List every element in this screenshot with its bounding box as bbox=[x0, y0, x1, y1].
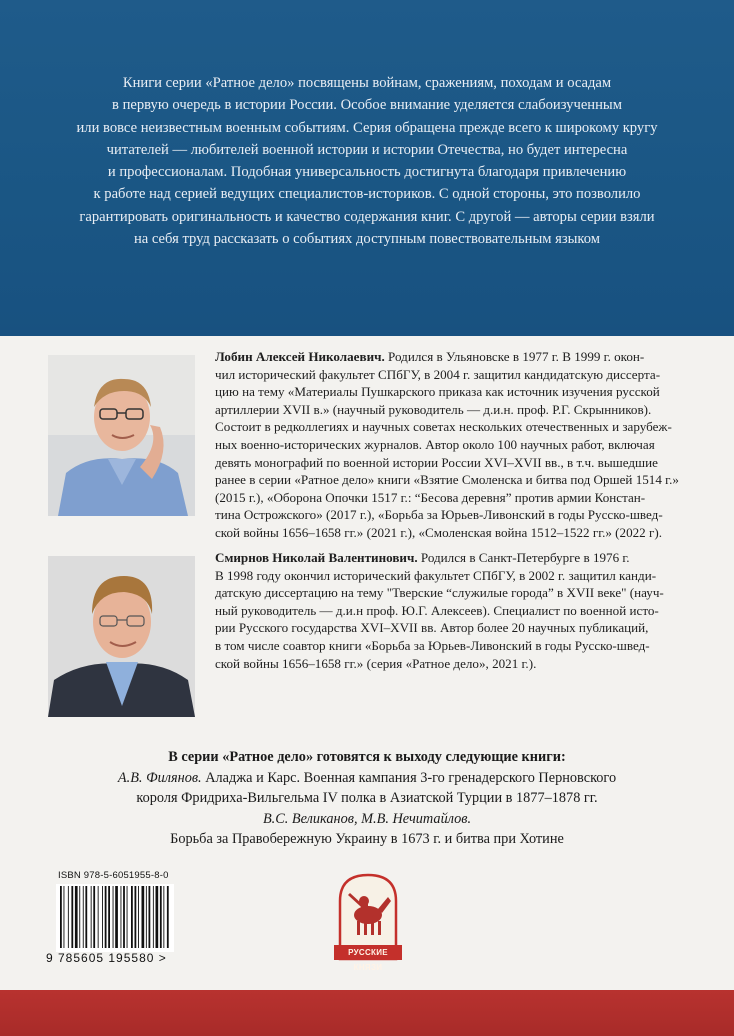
bio-first-line: Родился в Санкт-Петербурге в 1976 г. bbox=[417, 550, 630, 565]
bio-line: (2015 г.), «Оборона Опочки 1517 г.: “Бесова деревня” против армии Констан- bbox=[215, 489, 646, 505]
bio-line bbox=[215, 549, 691, 567]
book-2-authors: В.С. Великанов, М.В. Нечитайлов. bbox=[262, 810, 472, 827]
barcode-bar bbox=[115, 886, 118, 948]
barcode bbox=[56, 884, 174, 952]
barcode-bar bbox=[68, 886, 69, 948]
barcode-bar bbox=[85, 886, 87, 948]
barcode-bar bbox=[167, 886, 169, 948]
bio-line: рии Русского государства XVI–XVII вв. Автор более 20 научных публикаций, bbox=[215, 620, 649, 636]
barcode-bar bbox=[131, 886, 133, 948]
barcode-bar bbox=[91, 886, 92, 948]
bottom-color-band bbox=[0, 990, 734, 1036]
barcode-bar bbox=[163, 886, 164, 948]
barcode-bar bbox=[113, 886, 114, 948]
bio-line bbox=[215, 348, 691, 366]
bio-line: девять монографий по военной истории России XVI–XVII вв., в т.ч. вышедшие bbox=[215, 454, 658, 470]
bio-line: ранее в серии «Ратное дело» книги «Взятие Смоленска и битва под Оршей 1514 г.» bbox=[215, 472, 679, 488]
upcoming-heading: В серии «Ратное дело» готовятся к выходу следующие книги: bbox=[168, 749, 566, 765]
bio-line: цию на тему «Материалы Пушкарского приказа как источник изучения русской bbox=[215, 384, 660, 400]
barcode-bar bbox=[123, 886, 125, 948]
barcode-digits: 9 785605 195580 > bbox=[46, 951, 167, 965]
barcode-bar bbox=[108, 886, 110, 948]
isbn-label: ISBN 978-5-6051955-8-0 bbox=[58, 870, 169, 881]
bio-line: ской войны 1656–1658 гг.» (серия «Ратное дело», 2021 г.). bbox=[215, 655, 537, 671]
author-name: Смирнов Николай Валентинович. bbox=[215, 550, 418, 565]
barcode-bar bbox=[160, 886, 162, 948]
barcode-bar bbox=[142, 886, 145, 948]
barcode-bar bbox=[64, 886, 65, 948]
barcode-bar bbox=[121, 886, 122, 948]
barcode-bar bbox=[138, 886, 139, 948]
bio-line: Состоит в редколлегиях и научных советах нескольких отечественных и зарубеж- bbox=[215, 419, 672, 435]
bio-line: В 1998 году окончил исторический факультет СПбГУ, в 2002 г. защитил канди- bbox=[215, 567, 657, 583]
bio-line: ных военно-исторических журналов. Автор около 100 научных работ, включая bbox=[215, 436, 655, 452]
barcode-bar bbox=[102, 886, 103, 948]
bio-line: тина Острожского» (2017 г.), «Борьба за Юрьев-Ливонский в годы Русско-швед- bbox=[215, 507, 663, 523]
book-1-author: А.В. Филянов. bbox=[117, 769, 202, 786]
bio-line: датскую диссертацию на тему "Тверские “служилые города” в XVII веке" (науч- bbox=[215, 585, 664, 601]
barcode-bar bbox=[149, 886, 151, 948]
barcode-bar bbox=[71, 886, 73, 948]
barcode-bar bbox=[156, 886, 159, 948]
portrait-lobin-illustration bbox=[48, 355, 195, 516]
barcode-bar bbox=[79, 886, 80, 948]
barcode-bars bbox=[56, 884, 174, 952]
author-photo-lobin bbox=[48, 355, 195, 516]
bio-line: в том числе соавтор книги «Борьба за Юрьев-Ливонский в годы Русско-швед- bbox=[215, 637, 650, 653]
barcode-bar bbox=[98, 886, 99, 948]
barcode-bar bbox=[105, 886, 107, 948]
series-line: к работе над серией ведущих специалистов-историков. С одной стороны, это позволило bbox=[93, 186, 641, 203]
barcode-bar bbox=[83, 886, 84, 948]
author-bio-lobin bbox=[215, 348, 691, 542]
series-line: гарантировать оригинальность и качество содержания книг. С другой — авторы серии взяли bbox=[79, 208, 655, 225]
publisher-logo-text: РУССКИЕ КНЯЗИ bbox=[334, 945, 402, 960]
series-line: в первую очередь в истории России. Особое внимание уделяется слабоизученным bbox=[112, 97, 622, 114]
barcode-bar bbox=[75, 886, 78, 948]
barcode-bar bbox=[93, 886, 95, 948]
bio-first-line: Родился в Ульяновске в 1977 г. В 1999 г. окон- bbox=[384, 349, 645, 364]
barcode-bar bbox=[135, 886, 137, 948]
series-line: или вовсе неизвестным военным событиям. Серия обращена прежде всего к широкому кругу bbox=[76, 119, 658, 136]
series-line: и профессионалам. Подобная универсальность достигнута благодаря привлечению bbox=[107, 164, 627, 181]
upcoming-books bbox=[40, 747, 694, 850]
bio-line: ской войны 1656–1658 гг.» (2021 г.), «Смоленская война 1512–1522 гг.» (2022 г). bbox=[215, 524, 663, 540]
upcoming-book-2-authors bbox=[40, 809, 694, 830]
author-bio-smirnov bbox=[215, 549, 691, 672]
series-line: читателей — любителей военной истории и истории Отечества, но будет интересна bbox=[106, 141, 628, 158]
upcoming-book-1-line-2: короля Фридриха-Вильгельма IV полка в Азиатской Турции в 1877–1878 гг. bbox=[136, 790, 598, 806]
barcode-bar bbox=[153, 886, 154, 948]
series-description bbox=[40, 72, 694, 250]
barcode-bar bbox=[127, 886, 128, 948]
upcoming-book-1-line-1 bbox=[40, 768, 694, 789]
author-name: Лобин Алексей Николаевич. bbox=[215, 349, 385, 364]
barcode-bar bbox=[146, 886, 147, 948]
bio-line: чил исторический факультет СПбГУ, в 2004 г. защитил кандидатскую диссерта- bbox=[215, 366, 661, 382]
author-photo-smirnov bbox=[48, 556, 195, 717]
series-line: на себя труд рассказать о событиях доступным повествовательным языком bbox=[133, 231, 601, 248]
book-1-title: Аладжа и Карс. Военная кампания 3-го гренадерского Перновского bbox=[201, 769, 617, 786]
barcode-bar bbox=[60, 886, 62, 948]
bio-line: артиллерии XVII в.» (научный руководитель — д.и.н. проф. Р.Г. Скрынников). bbox=[215, 401, 652, 417]
bio-line: ный руководитель — д.и.н проф. Ю.Г. Алексеев). Специалист по военной исто- bbox=[215, 602, 659, 618]
series-line: Книги серии «Ратное дело» посвящены войнам, сражениям, походам и осадам bbox=[122, 75, 612, 91]
portrait-smirnov-illustration bbox=[48, 556, 195, 717]
upcoming-book-2-title: Борьба за Правобережную Украину в 1673 г. и битва при Хотине bbox=[170, 831, 564, 847]
